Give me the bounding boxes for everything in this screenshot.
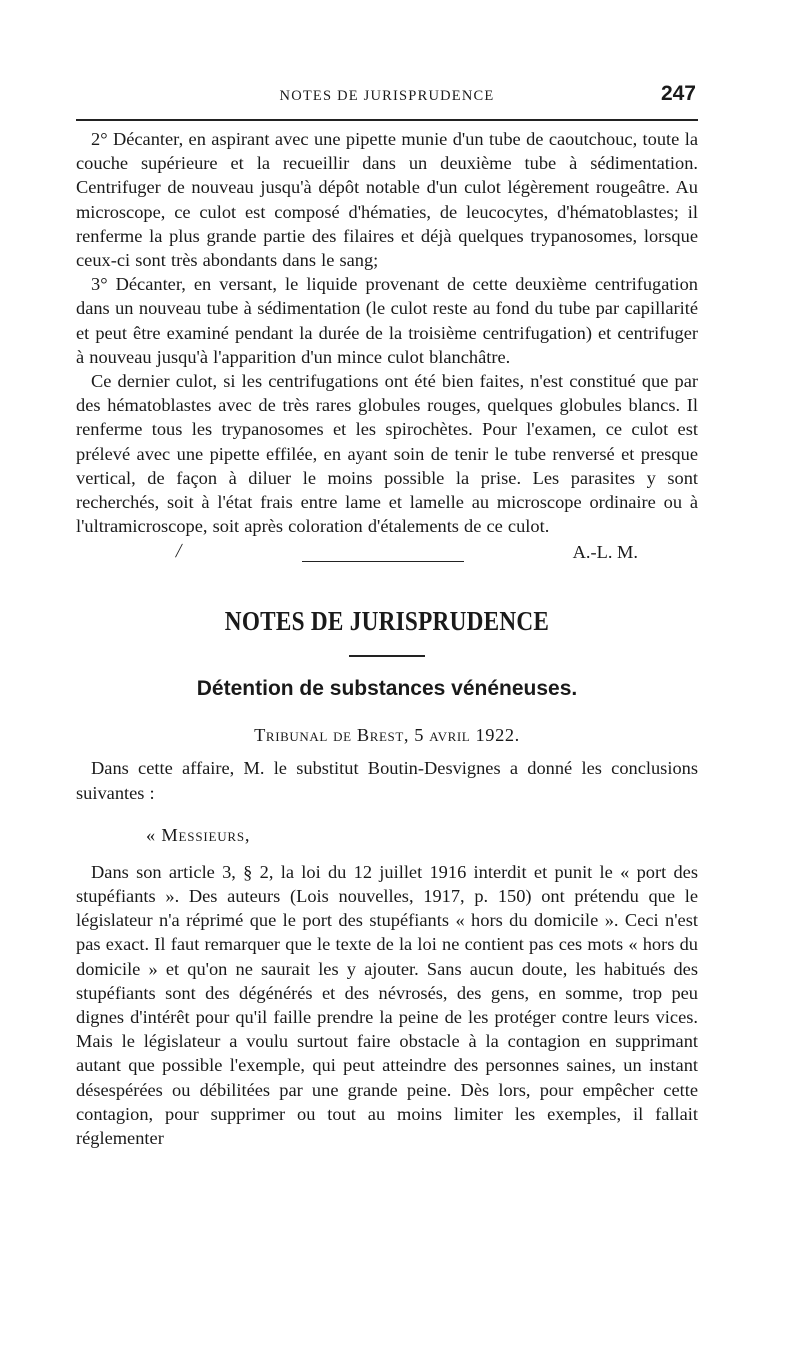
salutation: « Messieurs, (146, 824, 251, 845)
slash-mark: / (174, 540, 184, 563)
header-rule (76, 119, 698, 121)
paragraph-step-3: 3° Décanter, en versant, le liquide provenant de cette deuxième centrifugation dans un nouveau tube à sédimentation (le culot reste au fond du tube par capillarité et peut être examiné pendant la durée de la troisième centrifugation) et centrifuger à nouveau jusqu'à l'apparition d'un mince culot blanchâtre. (76, 274, 698, 367)
running-title: NOTES DE JURISPRUDENCE (279, 88, 495, 104)
signature-line (76, 538, 698, 570)
paragraph-conclusion: Ce dernier culot, si les centrifugations ont été bien faites, n'est constitué que par des hématoblastes avec de très rares globules rouges, quelques globules blancs. Il renferme tous les trypanosomes et les spirochètes. Pour l'examen, ce culot est prélevé avec une pipette effilée, en ayant soin de tenir le tube renversé et presque vertical, de façon à diluer le moins possible la prise. Les parasites y sont recherchés, soit à l'état frais entre lame et lamelle au microscope ordinaire ou à l'ultramicroscope, soit après coloration d'étalements de ce culot. (76, 371, 698, 537)
author-initials: A.-L. M. (572, 542, 638, 563)
conclusions-body: Dans son article 3, § 2, la loi du 12 juillet 1916 interdit et punit le « port des stupéfiants ». Des auteurs (Lois nouvelles, 1917, p. 150) ont prétendu que le législateur n'a réprimé que le port des stupéfiants « hors du domicile ». Ceci n'est pas exact. Il faut remarquer que le texte de la loi ne contient pas ces mots « hors du domicile » et qu'on ne saurait les y ajouter. Sans aucun doute, les habitués des stupéfiants sont des dégénérés et des névrosés, des gens, en somme, trop peu dignes d'intérêt pour qu'il faille prendre la peine de les protéger contre leurs vices. Mais le législateur a voulu surtout faire obstacle à la contagion en supprimant autant que possible l'exemple, qui peut atteindre des personnes saines, un instant désespérées ou débilitées par une grande peine. Dès lors, pour empêcher cette contagion, pour supprimer ou tout au moins limiter les exemples, il fallait réglementer (76, 861, 698, 1149)
page-number: 247 (660, 82, 696, 105)
document-page (76, 82, 698, 1150)
signature-rule (302, 561, 464, 562)
case-title: Détention de substances vénéneuses. (196, 677, 578, 701)
case-intro: Dans cette affaire, M. le substitut Boutin-Desvignes a donné les conclusions suivantes : (76, 758, 698, 803)
title-rule (349, 655, 425, 657)
running-header (76, 82, 698, 112)
court-and-date: Tribunal de Brest, 5 avril 1922. (254, 725, 520, 746)
section-title: NOTES DE JURISPRUDENCE (224, 606, 550, 637)
paragraph-step-2: 2° Décanter, en aspirant avec une pipette munie d'un tube de caoutchouc, toute la couche supérieure et la recueillir dans un deuxième tube à sédimentation. Centrifuger de nouveau jusqu'à dépôt notable d'un culot légèrement rougeâtre. Au microscope, ce culot est composé d'hématies, de leucocytes, d'hématoblastes; il renferme la plus grande partie des filaires et déjà quelques trypanosomes, lorsque ceux-ci sont très abondants dans le sang; (76, 129, 698, 271)
